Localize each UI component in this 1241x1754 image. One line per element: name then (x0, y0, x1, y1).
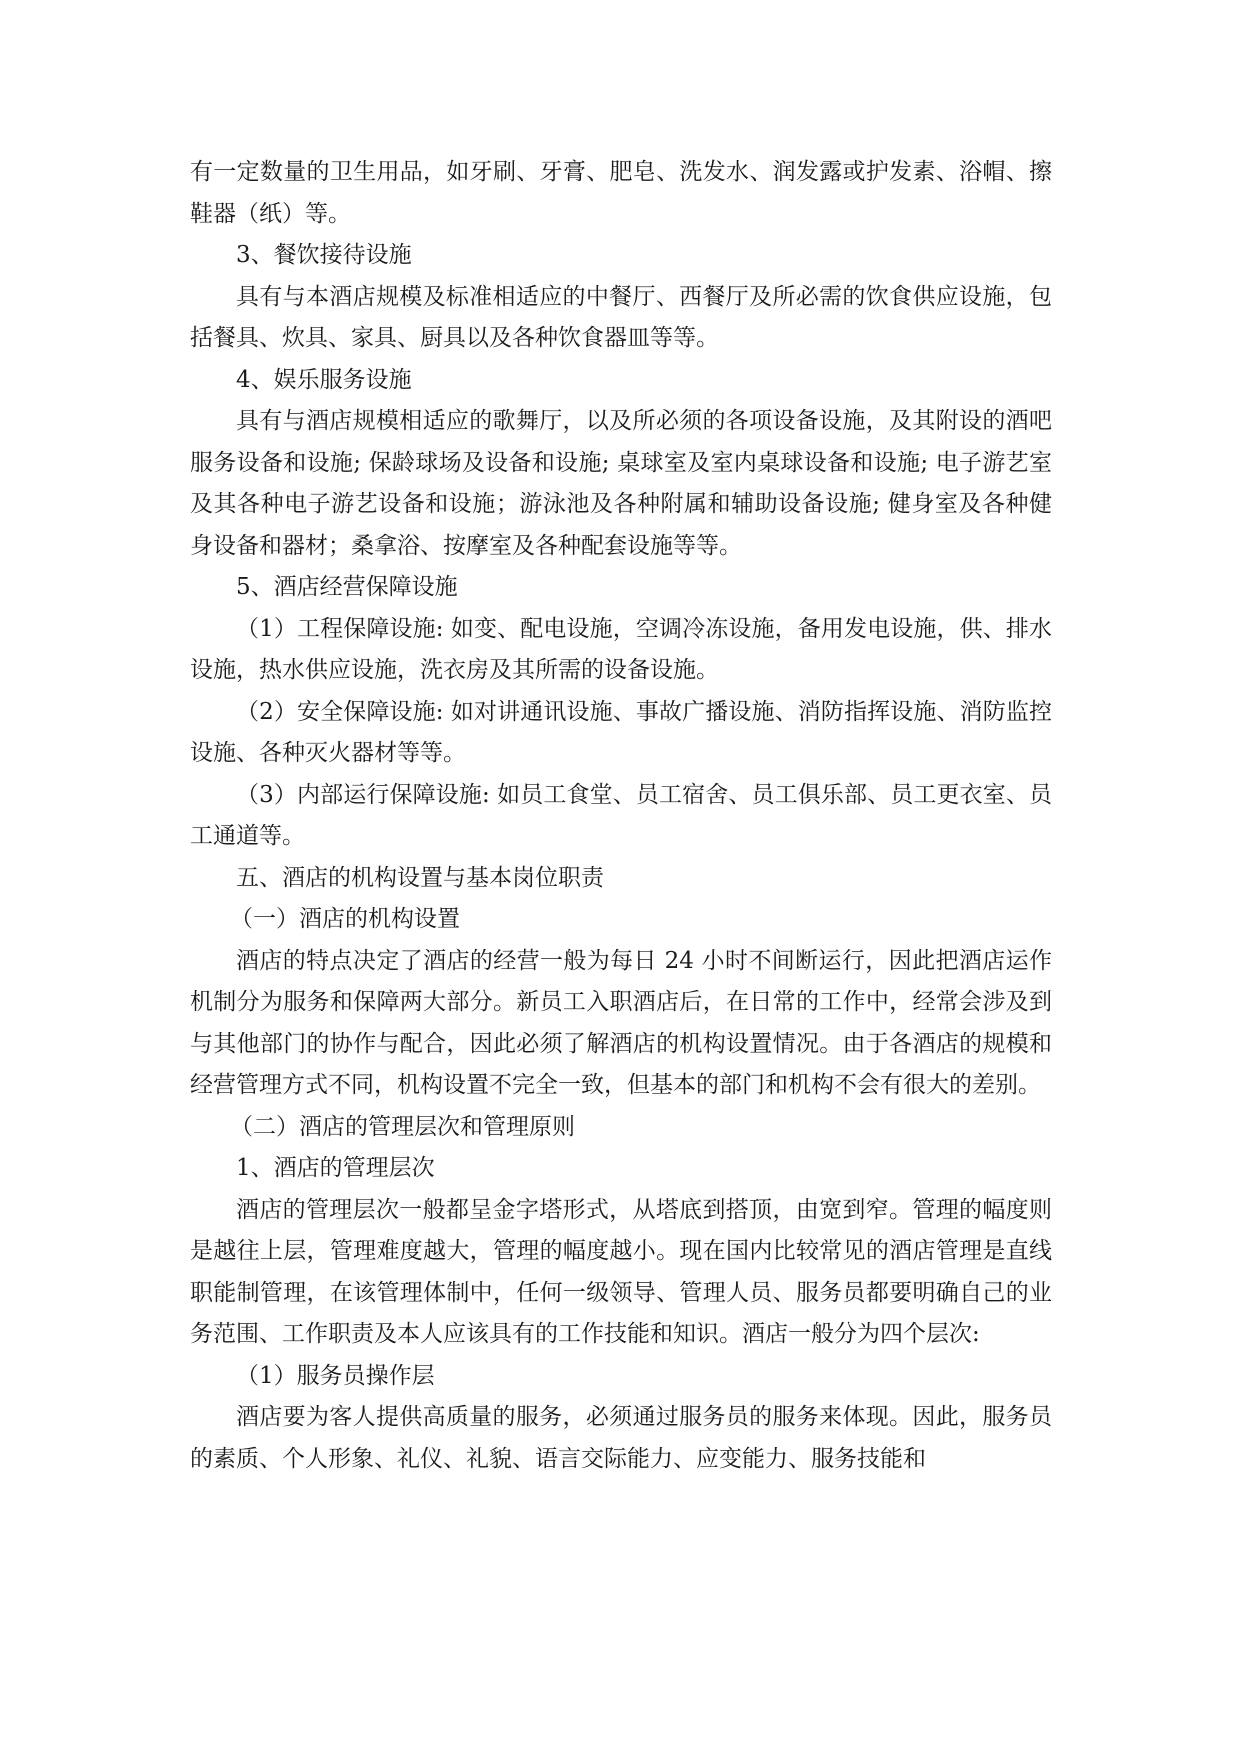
paragraph-operator-level: 酒店要为客人提供高质量的服务，必须通过服务员的服务来体现。因此，服务员的素质、个人形象、礼仪、礼貌、语言交际能力、应变能力、服务技能和 (190, 1404, 1052, 1472)
paragraph-catering: 具有与本酒店规模及标准相适应的中餐厅、西餐厅及所必需的饮食供应设施，包括餐具、炊具、家具、厨具以及各种饮食器皿等等。 (190, 283, 1052, 351)
heading-entertainment-facilities: 4、娱乐服务设施 (236, 366, 412, 393)
paragraph-toiletries: 有一定数量的卫生用品，如牙刷、牙膏、肥皂、洗发水、润发露或护发素、浴帽、擦鞋器（纸）等。 (190, 159, 1052, 227)
heading-operator-level: （1）服务员操作层 (236, 1362, 435, 1389)
paragraph-organization: 酒店的特点决定了酒店的经营一般为每日 24 小时不间断运行，因此把酒店运作机制分为服务和保障两大部分。新员工入职酒店后，在日常的工作中，经常会涉及到与其他部门的协作与配合，因此必须了解酒店的机构设置情况。由于各酒店的规模和经营管理方式不同，机构设置不完全一致，但基本的部门和机构不会有很大的差别。 (190, 947, 1052, 1098)
paragraph-safety-support: （2）安全保障设施: 如对讲通讯设施、事故广播设施、消防指挥设施、消防监控设施、各种灭火器材等等。 (190, 698, 1052, 766)
heading-operation-support: 5、酒店经营保障设施 (236, 574, 458, 600)
heading-management-levels-principles: （二）酒店的管理层次和管理原则 (230, 1113, 575, 1140)
heading-management-levels: 1、酒店的管理层次 (236, 1155, 435, 1181)
heading-section-five: 五、酒店的机构设置与基本岗位职责 (236, 864, 604, 891)
document-body (190, 152, 1052, 1480)
paragraph-management-levels: 酒店的管理层次一般都呈金字塔形式，从塔底到搭顶，由宽到窄。管理的幅度则是越往上层，管理难度越大，管理的幅度越小。现在国内比较常见的酒店管理是直线职能制管理，在该管理体制中，任何一级领导、管理人员、服务员都要明确自己的业务范围、工作职责及本人应该具有的工作技能和知识。酒店一般分为四个层次: (190, 1196, 1052, 1347)
heading-organization: （一）酒店的机构设置 (230, 906, 460, 932)
paragraph-internal-support: （3）内部运行保障设施: 如员工食堂、员工宿舍、员工俱乐部、员工更衣室、员工通道等。 (190, 781, 1052, 849)
paragraph-entertainment: 具有与酒店规模相适应的歌舞厅，以及所必须的各项设备设施，及其附设的酒吧服务设备和设施; 保龄球场及设备和设施; 桌球室及室内桌球设备和设施; 电子游艺室及其各种电子游艺设备和设施；游泳池及各种附属和辅助设备设施; 健身室及各种健身设备和器材；桑拿浴、按摩室及各种配套设施等等。 (190, 408, 1052, 559)
paragraph-engineering-support: （1）工程保障设施: 如变、配电设施，空调冷冻设施，备用发电设施，供、排水设施，热水供应设施，洗衣房及其所需的设备设施。 (190, 615, 1052, 683)
heading-catering-facilities: 3、餐饮接待设施 (236, 242, 412, 268)
